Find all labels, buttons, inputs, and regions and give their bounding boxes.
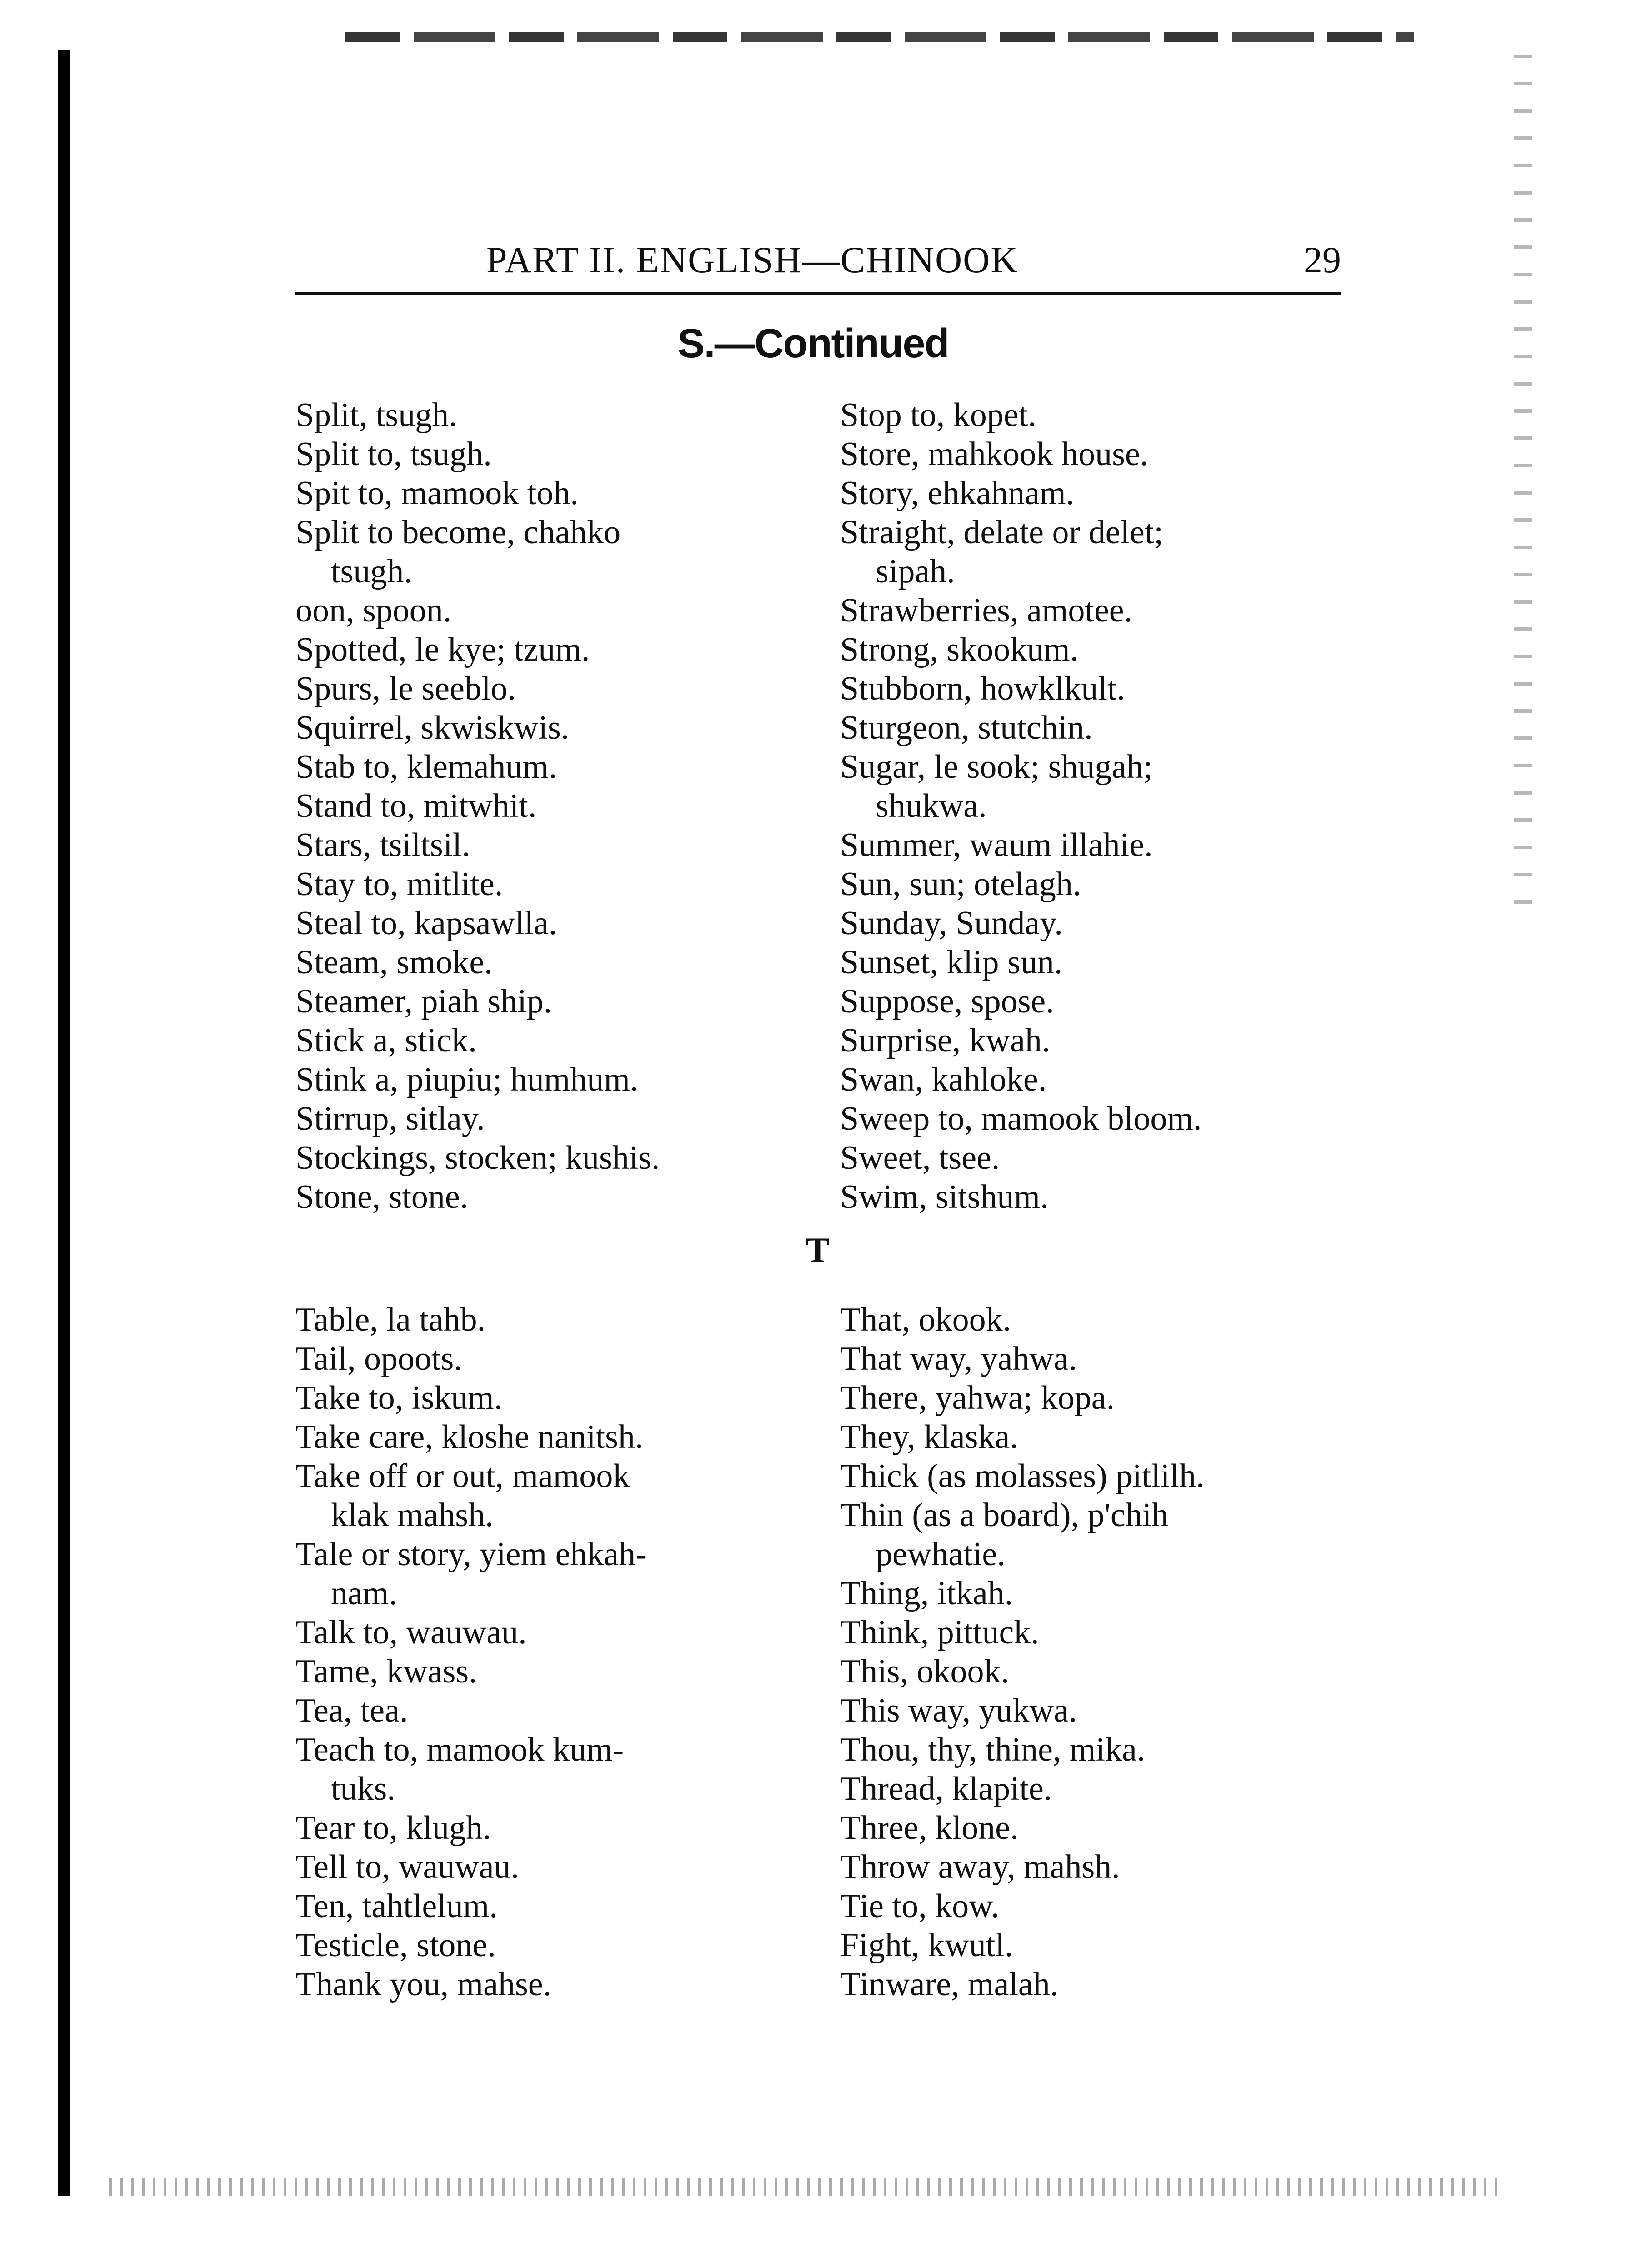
entry-line: Stars, tsiltsil.	[295, 826, 470, 864]
entry-line: Spotted, le kye; tzum.	[295, 631, 590, 668]
entry-continuation: klak mahsh.	[331, 1497, 494, 1534]
entry-line: Stink a, piupiu; humhum.	[295, 1061, 639, 1098]
entry-line: Take to, iskum.	[295, 1379, 503, 1417]
entry-line: Ten, tahtlelum.	[295, 1887, 498, 1925]
entry-line: Take off or out, mamook	[295, 1457, 630, 1495]
entry-line: Stay to, mitlite.	[295, 866, 503, 903]
entry-continuation: shukwa.	[876, 787, 987, 825]
entry-line: Take care, kloshe nanitsh.	[295, 1418, 644, 1456]
entry-line: oon, spoon.	[295, 592, 452, 629]
entry-line: Split to, tsugh.	[295, 436, 492, 473]
entry-line: Tale or story, yiem ehkah-	[295, 1536, 647, 1573]
entry-line: Story, ehkahnam.	[840, 475, 1075, 512]
entry-continuation: nam.	[331, 1575, 397, 1612]
entry-line: Sunset, klip sun.	[840, 944, 1063, 981]
running-head-title: PART II. ENGLISH—CHINOOK	[486, 239, 1019, 280]
s-left-column	[295, 396, 818, 1217]
entry-line: Tie to, kow.	[840, 1887, 1000, 1925]
entry-line: Table, la tahb.	[295, 1301, 486, 1338]
page-number: 29	[1304, 239, 1341, 280]
entry-line: Thread, klapite.	[840, 1770, 1052, 1807]
entry-line: Spit to, mamook toh.	[295, 475, 579, 512]
entry-line: Stubborn, howklkult.	[840, 670, 1125, 707]
entry-line: Sturgeon, stutchin.	[840, 709, 1093, 746]
entry-line: Stirrup, sitlay.	[295, 1100, 485, 1137]
entry-line: Steam, smoke.	[295, 944, 493, 981]
entry-line: Thing, itkah.	[840, 1575, 1013, 1612]
entry-line: That, okook.	[840, 1301, 1011, 1338]
entry-line: Thank you, mahse.	[295, 1966, 552, 2003]
entry-line: That way, yahwa.	[840, 1340, 1077, 1377]
scan-bottom-edge	[109, 2178, 1500, 2196]
scan-top-edge	[345, 32, 1414, 42]
entry-continuation: pewhatie.	[876, 1536, 1006, 1573]
entry-line: Thin (as a board), p'chih	[840, 1497, 1169, 1534]
entry-line: Swan, kahloke.	[840, 1061, 1047, 1098]
entry-continuation: tsugh.	[331, 553, 412, 590]
section-heading-t: T	[805, 1230, 830, 1270]
entry-line: Sun, sun; otelagh.	[840, 866, 1081, 903]
header-rule	[295, 292, 1341, 295]
t-right-column	[840, 1300, 1349, 2004]
entry-line: Fight, kwutl.	[840, 1927, 1013, 1964]
entry-line: Steal to, kapsawlla.	[295, 905, 557, 942]
entry-line: Store, mahkook house.	[840, 436, 1149, 473]
t-left-column	[295, 1300, 818, 2004]
entry-line: Swim, sitshum.	[840, 1178, 1049, 1216]
entry-continuation: tuks.	[331, 1770, 395, 1807]
s-right-column	[840, 396, 1349, 1217]
entry-line: Split to become, chahko	[295, 514, 621, 551]
section-heading-s-continued: S.—Continued	[677, 321, 949, 366]
entry-line: Sweet, tsee.	[840, 1139, 1000, 1177]
entry-line: Summer, waum illahie.	[840, 826, 1153, 864]
entry-line: Strawberries, amotee.	[840, 592, 1133, 629]
entry-line: This way, yukwa.	[840, 1692, 1077, 1729]
entry-line: Surprise, kwah.	[840, 1022, 1051, 1059]
entry-line: Tell to, wauwau.	[295, 1848, 520, 1886]
entry-line: Tail, opoots.	[295, 1340, 462, 1377]
entry-continuation: sipah.	[876, 553, 955, 590]
entry-line: Strong, skookum.	[840, 631, 1079, 668]
entry-line: Think, pittuck.	[840, 1614, 1039, 1651]
entry-line: Tame, kwass.	[295, 1653, 477, 1690]
entry-line: This, okook.	[840, 1653, 1010, 1690]
running-head	[295, 239, 1341, 289]
scan-binding-edge	[58, 50, 70, 2196]
entry-line: Stab to, klemahum.	[295, 748, 557, 786]
entry-line: Testicle, stone.	[295, 1927, 496, 1964]
entry-line: Stockings, stocken; kushis.	[295, 1139, 660, 1177]
entry-line: Tear to, klugh.	[295, 1809, 491, 1847]
entry-line: Spurs, le seeblo.	[295, 670, 516, 707]
entry-line: Sugar, le sook; shugah;	[840, 748, 1153, 786]
entry-line: Split, tsugh.	[295, 396, 457, 434]
entry-line: Stand to, mitwhit.	[295, 787, 537, 825]
entry-line: Stop to, kopet.	[840, 396, 1036, 434]
scan-right-edge	[1514, 55, 1532, 918]
entry-line: Sunday, Sunday.	[840, 905, 1063, 942]
entry-line: Stone, stone.	[295, 1178, 469, 1216]
entry-line: Throw away, mahsh.	[840, 1848, 1120, 1886]
entry-line: Squirrel, skwiskwis.	[295, 709, 570, 746]
entry-line: They, klaska.	[840, 1418, 1018, 1456]
entry-line: Three, klone.	[840, 1809, 1019, 1847]
entry-line: Tinware, malah.	[840, 1966, 1059, 2003]
entry-line: Sweep to, mamook bloom.	[840, 1100, 1202, 1137]
entry-line: Steamer, piah ship.	[295, 983, 552, 1020]
entry-line: Tea, tea.	[295, 1692, 408, 1729]
entry-line: Straight, delate or delet;	[840, 514, 1163, 551]
entry-line: Thou, thy, thine, mika.	[840, 1731, 1146, 1768]
entry-line: Teach to, mamook kum-	[295, 1731, 624, 1768]
entry-line: Stick a, stick.	[295, 1022, 477, 1059]
entry-line: Talk to, wauwau.	[295, 1614, 527, 1651]
entry-line: Suppose, spose.	[840, 983, 1054, 1020]
entry-line: There, yahwa; kopa.	[840, 1379, 1115, 1417]
entry-line: Thick (as molasses) pitlilh.	[840, 1457, 1205, 1495]
